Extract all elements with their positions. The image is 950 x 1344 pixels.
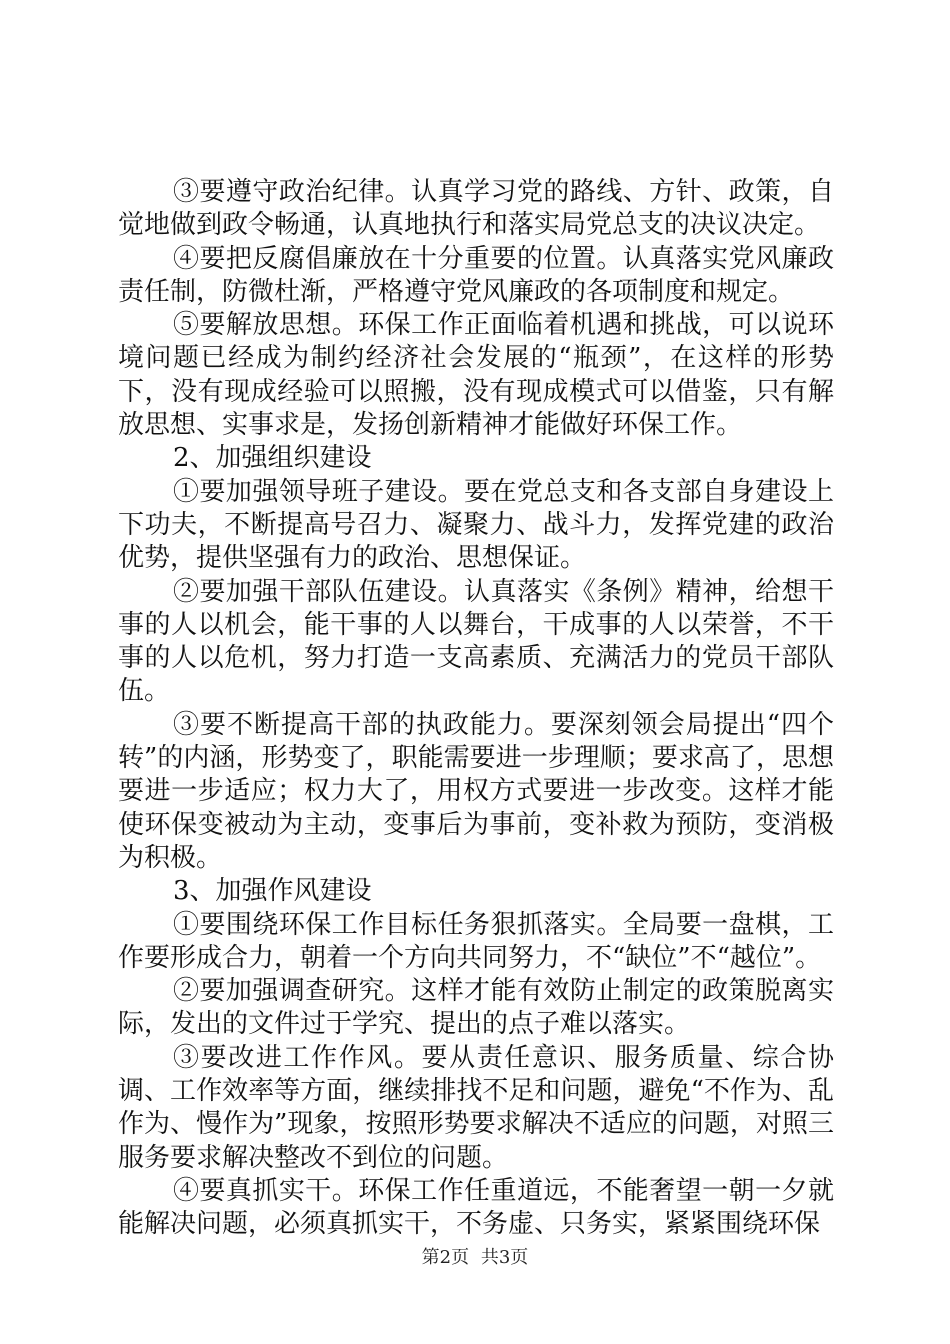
paragraph-discipline: ③要遵守政治纪律。认真学习党的路线、方针、政策，自觉地做到政令畅通，认真地执行和落实局党总支的决议决定。 xyxy=(118,177,834,241)
paragraph-research: ②要加强调查研究。这样才能有效防止制定的政策脱离实际，发出的文件过于学究、提出的点子难以落实。 xyxy=(118,976,834,1040)
page-number: 第2页 xyxy=(421,1247,470,1268)
paragraph-emancipate-mind: ⑤要解放思想。环保工作正面临着机遇和挑战，可以说环境问题已经成为制约经济社会发展的“瓶颈”，在这样的形势下，没有现成经验可以照搬，没有现成模式可以借鉴，只有解放思想、实事求是，发扬创新精神才能做好环保工作。 xyxy=(118,310,834,441)
paragraph-implementation: ①要围绕环保工作目标任务狠抓落实。全局要一盘棋，工作要形成合力，朝着一个方向共同努力，不“缺位”不“越位”。 xyxy=(118,909,834,973)
page-total: 共3页 xyxy=(480,1247,529,1268)
paragraph-leadership: ①要加强领导班子建设。要在党总支和各支部自身建设上下功夫，不断提高号召力、凝聚力、战斗力，发挥党建的政治优势，提供坚强有力的政治、思想保证。 xyxy=(118,476,834,574)
paragraph-governing-ability: ③要不断提高干部的执政能力。要深刻领会局提出“四个转”的内涵，形势变了，职能需要进一步理顺；要求高了，思想要进一步适应；权力大了，用权方式要进一步改变。这样才能使环保变被动为主动，变事后为事前，变补救为预防，变消极为积极。 xyxy=(118,709,834,873)
section-heading-organization: 2、加强组织建设 xyxy=(173,443,372,474)
section-heading-work-style: 3、加强作风建设 xyxy=(173,876,372,907)
page-footer xyxy=(0,1243,950,1269)
paragraph-practical-work: ④要真抓实干。环保工作任重道远，不能奢望一朝一夕就能解决问题，必须真抓实干，不务虚、只务实，紧紧围绕环保 xyxy=(118,1175,834,1240)
paragraph-improve-style: ③要改进工作作风。要从责任意识、服务质量、综合协调、工作效率等方面，继续排找不足和问题，避免“不作为、乱作为、慢作为”现象，按照形势要求解决不适应的问题，对照三服务要求解决整改不到位的问题。 xyxy=(118,1042,834,1173)
paragraph-anticorruption: ④要把反腐倡廉放在十分重要的位置。认真落实党风廉政责任制，防微杜渐，严格遵守党风廉政的各项制度和规定。 xyxy=(118,243,834,307)
paragraph-cadre-team: ②要加强干部队伍建设。认真落实《条例》精神，给想干事的人以机会，能干事的人以舞台，干成事的人以荣誉，不干事的人以危机，努力打造一支高素质、充满活力的党员干部队伍。 xyxy=(118,576,834,707)
document-body xyxy=(118,176,834,1242)
